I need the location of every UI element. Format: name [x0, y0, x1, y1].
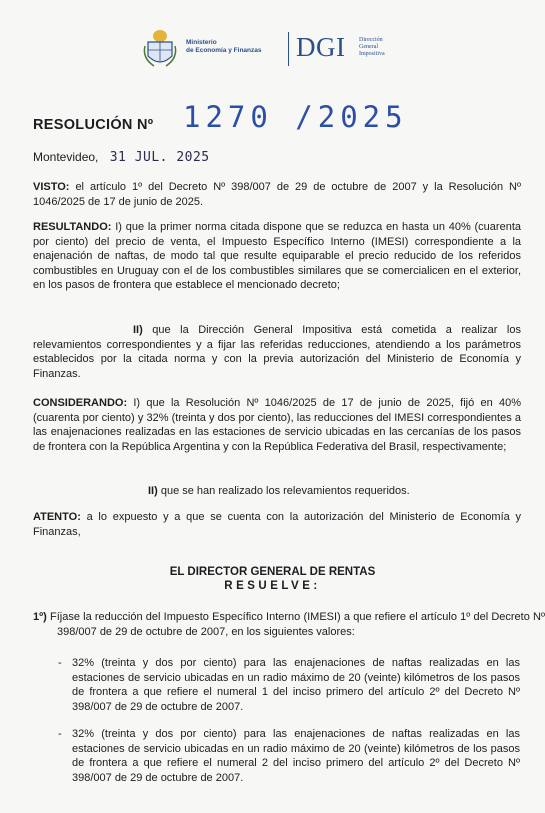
place-date	[33, 150, 210, 165]
atento-label: ATENTO:	[33, 511, 81, 523]
visto-paragraph	[33, 180, 521, 209]
considerando-item-2: que se han realizado los relevamientos requeridos.	[157, 485, 410, 497]
atento-paragraph	[33, 510, 521, 539]
considerando-item-2-num: II)	[148, 485, 158, 497]
date-stamp: 31 JUL. 2025	[109, 150, 210, 165]
resolve-item-1-num: 1º)	[33, 611, 47, 623]
resolution-number: 1270 /2025	[183, 100, 408, 134]
resolve-bullet-2-text: 32% (treinta y dos por ciento) para las enajenaciones de naftas realizadas en las estaciones de servicio ubicadas en un radio máximo de 20 (veinte) kilómetros de los pasos de frontera a que refiere el numeral 2 del inciso primero del artículo 2º del Decreto Nº 398/007 de 29 de octubre de 2007.	[72, 728, 520, 784]
place: Montevideo,	[33, 150, 99, 164]
dgi-sub-2: General	[359, 44, 378, 50]
dgi-sub-1: Dirección	[359, 37, 383, 43]
resolution-label: RESOLUCIÓN Nº	[33, 117, 154, 133]
ministry-line-2: de Economía y Finanzas	[186, 47, 262, 54]
resolve-item-1	[33, 610, 545, 639]
resolve-bullet-2	[58, 727, 520, 785]
resultando-item-2-num: II)	[133, 324, 143, 336]
resultando-item-2: que la Dirección General Impositiva está cometida a realizar los relevamientos correspondientes y a fijar las referidas reducciones, atendiendo a los parámetros establecidos por la citada norma y con la previa autorización del Ministerio de Economía y Finanzas.	[33, 324, 521, 380]
ministry-name	[186, 39, 262, 55]
visto-label: VISTO:	[33, 181, 70, 193]
resultando-item-1: I) que la primer norma citada dispone que se reduzca en hasta un 40% (cuarenta por ciento) del precio de venta, el Impuesto Específico Interno (IMESI) correspondiente a la enajenación de naftas, de modo tal que resulte equiparable el precio reducido de los referidos combustibles en Uruguay con el de los combustibles similares que se comercialicen en el exterior, en los pasos de frontera que establece el mencionado decreto;	[33, 221, 521, 291]
resultando-item-2-paragraph	[33, 323, 521, 381]
dgi-subtitle	[359, 37, 385, 58]
resolve-bullet-1	[58, 656, 520, 714]
considerando-item-2-paragraph	[33, 484, 521, 499]
resultando-paragraph	[33, 220, 521, 293]
bullet-dash-2: -	[58, 728, 62, 740]
resolve-item-1-text: Fíjase la reducción del Impuesto Específico Interno (IMESI) a que refiere el artículo 1º del Decreto Nº 398/007 de 29 de octubre de 2007, en los siguientes valores:	[46, 611, 545, 638]
resuelve-heading: RESUELVE:	[224, 580, 321, 592]
considerando-paragraph	[33, 396, 521, 454]
national-coat-of-arms-icon	[140, 28, 180, 70]
bullet-dash-1: -	[58, 657, 62, 669]
visto-text: el artículo 1º del Decreto Nº 398/007 de 29 de octubre de 2007 y la Resolución Nº 1046/2025 de 17 de junio de 2025.	[33, 181, 521, 208]
considerando-label: CONSIDERANDO:	[33, 397, 128, 409]
ministry-line-1: Ministerio	[186, 39, 217, 46]
dgi-logo: DGI	[296, 32, 346, 62]
dgi-sub-3: Impositiva	[359, 51, 385, 57]
considerando-item-1: I) que la Resolución Nº 1046/2025 de 17 de junio de 2025, fijó en 40% (cuarenta por ciento) y 32% (treinta y dos por ciento), las reducciones del IMESI correspondientes a las enajenaciones realizadas en las estaciones de servicio ubicadas en las cercanías de los pasos de frontera con la República Argentina y con la República Federativa del Brasil, respectivamente;	[33, 397, 521, 453]
director-heading: EL DIRECTOR GENERAL DE RENTAS	[169, 566, 376, 578]
resolve-bullet-1-text: 32% (treinta y dos por ciento) para las enajenaciones de naftas realizadas en las estaciones de servicio ubicadas en un radio máximo de 20 (veinte) kilómetros de los pasos de frontera a que refiere el numeral 1 del inciso primero del artículo 2º del Decreto Nº 398/007 de 29 de octubre de 2007.	[72, 657, 520, 713]
header-divider	[288, 32, 289, 66]
atento-text: a lo expuesto y a que se cuenta con la autorización del Ministerio de Economía y Finanzas,	[33, 511, 521, 538]
letterhead	[140, 28, 420, 72]
resultando-label: RESULTANDO:	[33, 221, 112, 233]
